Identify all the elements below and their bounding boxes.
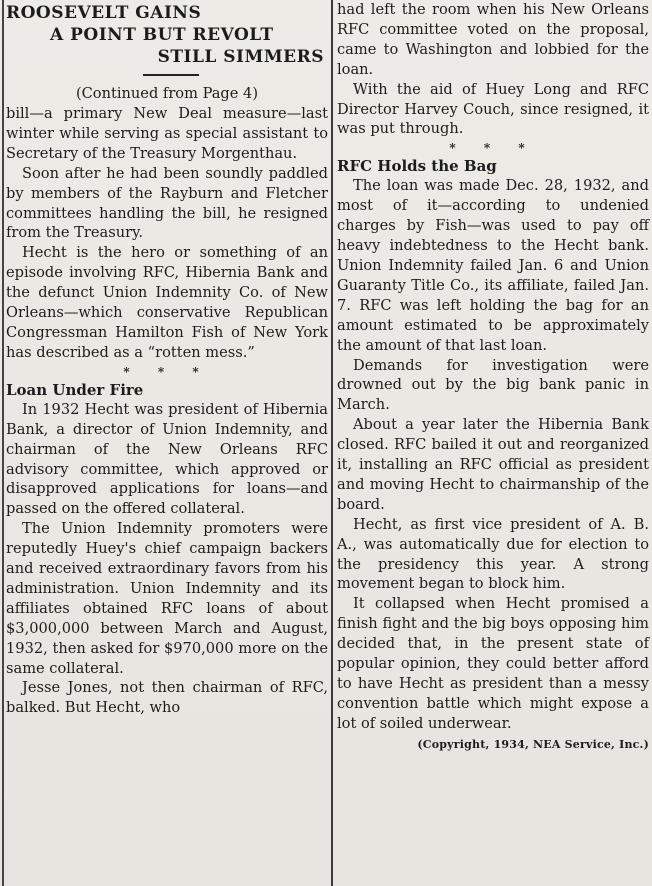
column-rule-left [2,0,4,886]
article-column-right [337,0,649,886]
continuation-note: (Continued from Page 4) [75,85,259,102]
paragraph: bill—a primary New Deal measure—last winter while serving as special assistant to Secretary of the Treasury Morgenthau. [6,105,328,162]
subheading: Loan Under Fire [6,380,144,399]
section-break-stars: * * * [449,141,537,156]
paragraph: had left the room when his New Orleans RFC committee voted on the proposal, came to Washington and lobbied for the loan. [337,1,649,78]
headline-line-3: STILL SIMMERS [157,47,324,67]
paragraph: Hecht, as first vice president of A. B. A., was automatically due for election to the presidency this year. A strong movement began to block him. [337,515,649,593]
paragraph: About a year later the Hibernia Bank closed. RFC bailed it out and reorganized it, installing an RFC official as president and moving Hecht to chairmanship of the board. [337,416,649,513]
section-break-stars: * * * [123,364,211,379]
headline-divider [143,74,199,76]
column-rule-middle [331,0,333,886]
headline-line-2: A POINT BUT REVOLT [50,25,274,45]
copyright-line: (Copyright, 1934, NEA Service, Inc.) [417,737,649,751]
paragraph: Hecht is the hero or something of an episode involving RFC, Hibernia Bank and the defunct Union Indemnity Co. of New Orleans—which conservative Republican Congressman Hamilton Fish of New York has described as a “rotten mess.” [6,244,328,361]
paragraph: It collapsed when Hecht promised a finish fight and the big boys opposing him decided that, in the present state of popular opinion, they could better afford to have Hecht as president than a messy convention battle which might expose a lot of soiled underwear. [337,595,649,732]
headline-line-1: ROOSEVELT GAINS [6,3,202,23]
subheading: RFC Holds the Bag [337,157,497,176]
paragraph: The Union Indemnity promoters were reputedly Huey's chief campaign backers and received extraordinary favors from his administration. Union Indemnity and its affiliates obtained RFC loans of about $3,000,000 between March and August, 1932, then asked for $970,000 more on the same collateral. [6,520,328,677]
paragraph: Soon after he had been soundly paddled by members of the Rayburn and Fletcher committees handling the bill, he resigned from the Treasury. [6,164,328,242]
paragraph: Demands for investigation were drowned out by the big bank panic in March. [337,356,649,414]
article-column-left [6,0,328,886]
paragraph: With the aid of Huey Long and RFC Director Harvey Couch, since resigned, it was put through. [337,80,649,138]
paragraph: In 1932 Hecht was president of Hibernia Bank, a director of Union Indemnity, and chairman of the New Orleans RFC advisory committee, which approved or disapproved applications for loans—and passed on the offered collateral. [6,400,328,518]
paragraph: Jesse Jones, not then chairman of RFC, balked. But Hecht, who [6,679,328,717]
paragraph: The loan was made Dec. 28, 1932, and most of it—according to undenied charges by Fish—was used to pay off heavy indebtedness to the Hecht bank. Union Indemnity failed Jan. 6 and Union Guaranty Title Co., its affiliate, failed Jan. 7. RFC was left holding the bag for an amount estimated to be approximately the amount of that last loan. [337,177,649,354]
